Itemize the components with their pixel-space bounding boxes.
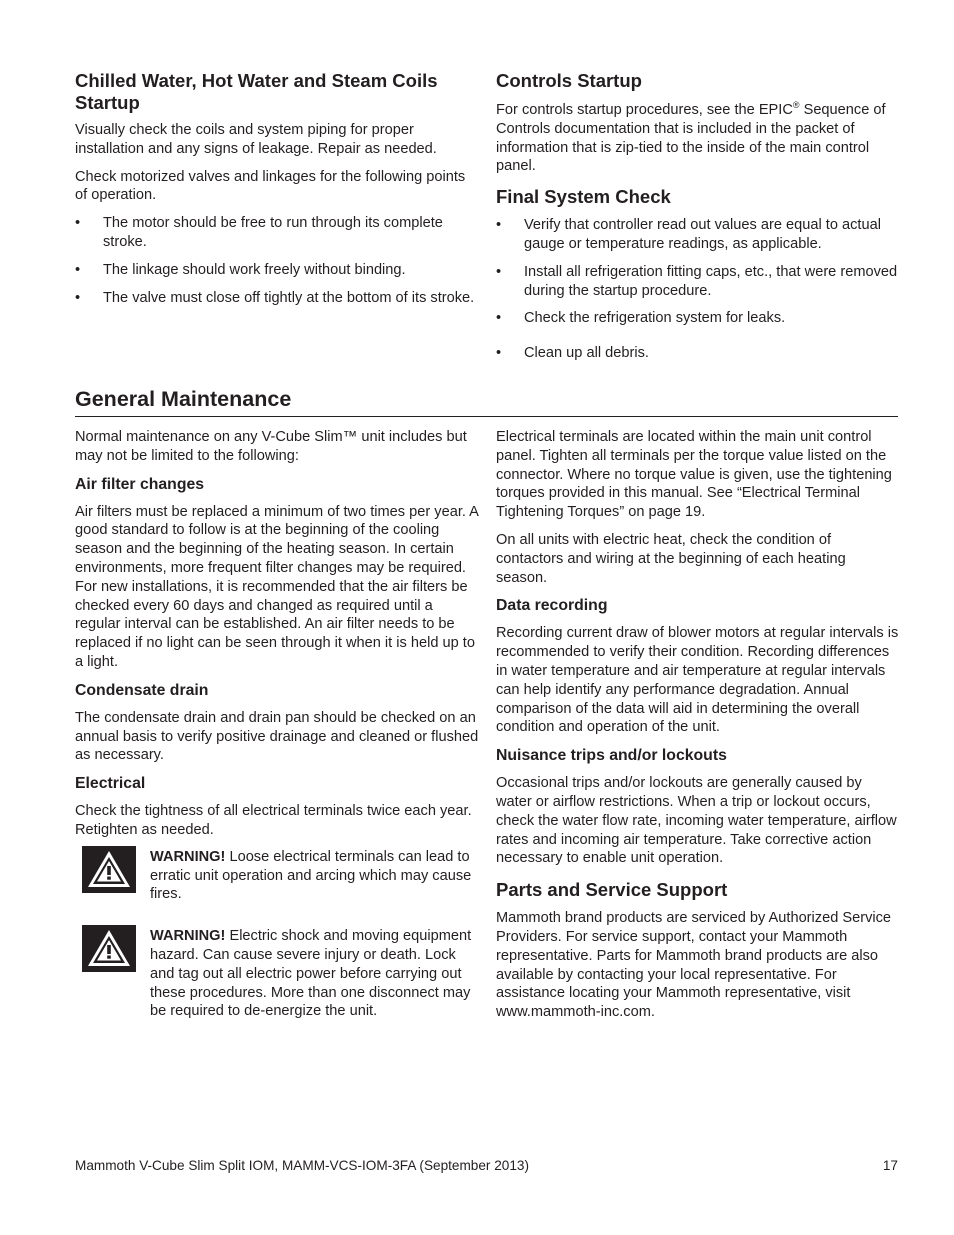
- coils-para-2: Check motorized valves and linkages for the following points of operation.: [75, 168, 466, 204]
- section-divider: [75, 416, 898, 417]
- general-maintenance-title: General Maintenance: [75, 387, 292, 411]
- air-filter-text: Air filters must be replaced a minimum of two times per year. A good standard to follow is at the beginning of the cooling season and the beginning of the heating season. In certain environments, more frequent filter changes may be required. For new installations, it is recommended that the air filters be checked every 60 days and changed as required until a regular interval can be established. An air filter needs to be replaced if no light can be seen through it when it is held up to a light.: [75, 503, 479, 670]
- page-footer: [75, 1157, 898, 1176]
- warning-icon: [82, 925, 136, 972]
- nuisance-text: Occasional trips and/or lockouts are generally caused by water or airflow restrictions. When a trip or lockout occurs, check the water flow rate, incoming water temperature, airflow rates and incoming air temperature. Take corrective action necessary to enable unit operation.: [496, 775, 897, 867]
- parts-service-title: Parts and Service Support: [496, 879, 728, 901]
- data-recording-title: Data recording: [496, 597, 608, 615]
- page-number: 17: [882, 1158, 898, 1173]
- controls-para: For controls startup procedures, see the EPIC® Sequence of Controls documentation that is included in the packet of information that is zip-tied to the inside of the main control panel.: [496, 100, 886, 175]
- electrical-text: Check the tightness of all electrical terminals twice each year. Retighten as needed.: [75, 803, 472, 838]
- air-filter-title: Air filter changes: [75, 475, 205, 493]
- coils-para-1: Visually check the coils and system piping for proper installation and any signs of leakage. Repair as needed.: [75, 122, 437, 157]
- list-item: • Check the refrigeration system for leaks.: [496, 310, 786, 327]
- coils-checklist: [75, 214, 479, 307]
- list-item: • Verify that controller read out values are equal to actual gauge or temperature readings, as applicable.: [496, 217, 881, 252]
- maintenance-intro: Normal maintenance on any V-Cube Slim™ unit includes but may not be limited to the following:: [75, 429, 467, 464]
- warning-text: WARNING! Electric shock and moving equipment hazard. Can cause severe injury or death. Lock and tag out all electric power before carrying out these procedures. More than one disconnect may be required to de-energize the unit.: [150, 928, 472, 1020]
- maintenance-right-column: [496, 428, 899, 1022]
- electrical-title: Electrical: [75, 775, 146, 793]
- condensate-text: The condensate drain and drain pan should be checked on an annual basis to verify positive drainage and cleaned or flushed as necessary.: [75, 709, 479, 764]
- list-item: • The motor should be free to run through its complete stroke.: [75, 215, 443, 250]
- electric-heat-text: On all units with electric heat, check the condition of contactors and wiring at the beginning of each heating season.: [496, 531, 846, 586]
- data-recording-text: Recording current draw of blower motors at regular intervals is recommended to verify their condition. Recording differences in water temperature and air temperature at regular intervals can help identify any performance degradation. Annual comparison of the data will aid in determining the overall condition and operation of the unit.: [496, 625, 899, 736]
- controls-startup-section: [496, 70, 899, 363]
- coils-startup-section: [75, 70, 479, 307]
- list-item: • The valve must close off tightly at the bottom of its stroke.: [75, 289, 475, 306]
- list-item: • Clean up all debris.: [496, 345, 649, 362]
- maintenance-left-column: [75, 428, 479, 1021]
- warning-box: [75, 848, 479, 904]
- controls-startup-title: Controls Startup: [496, 70, 642, 91]
- condensate-title: Condensate drain: [75, 681, 209, 699]
- list-item: • Install all refrigeration fitting caps, etc., that were removed during the startup procedure.: [496, 263, 898, 299]
- footer-doc-title: Mammoth V-Cube Slim Split IOM, MAMM-VCS-IOM-3FA (September 2013): [75, 1158, 529, 1173]
- warning-icon: [82, 846, 136, 893]
- final-checklist: [496, 216, 899, 363]
- final-check-title: Final System Check: [496, 186, 671, 208]
- list-item: • The linkage should work freely without binding.: [75, 261, 406, 278]
- parts-service-text: Mammoth brand products are serviced by Authorized Service Providers. For service support, contact your Mammoth representative. Parts for Mammoth brand products are also available by contacting your local representative. For assistance locating your Mammoth representative, visit www.mammoth-inc.com.: [496, 910, 892, 1021]
- electrical-terminals-text: Electrical terminals are located within the main unit control panel. Tighten all terminals per the torque value listed on the connector. Where no torque value is given, use the tightening torques provided in this manual. See “Electrical Terminal Tightening Torques” on page 19.: [496, 429, 892, 521]
- warning-text: WARNING! Loose electrical terminals can lead to erratic unit operation and arcing which may cause fires.: [150, 848, 472, 903]
- coils-startup-title: Chilled Water, Hot Water and Steam Coils Startup: [75, 70, 438, 113]
- nuisance-title: Nuisance trips and/or lockouts: [496, 747, 727, 765]
- warning-box: [75, 927, 479, 1021]
